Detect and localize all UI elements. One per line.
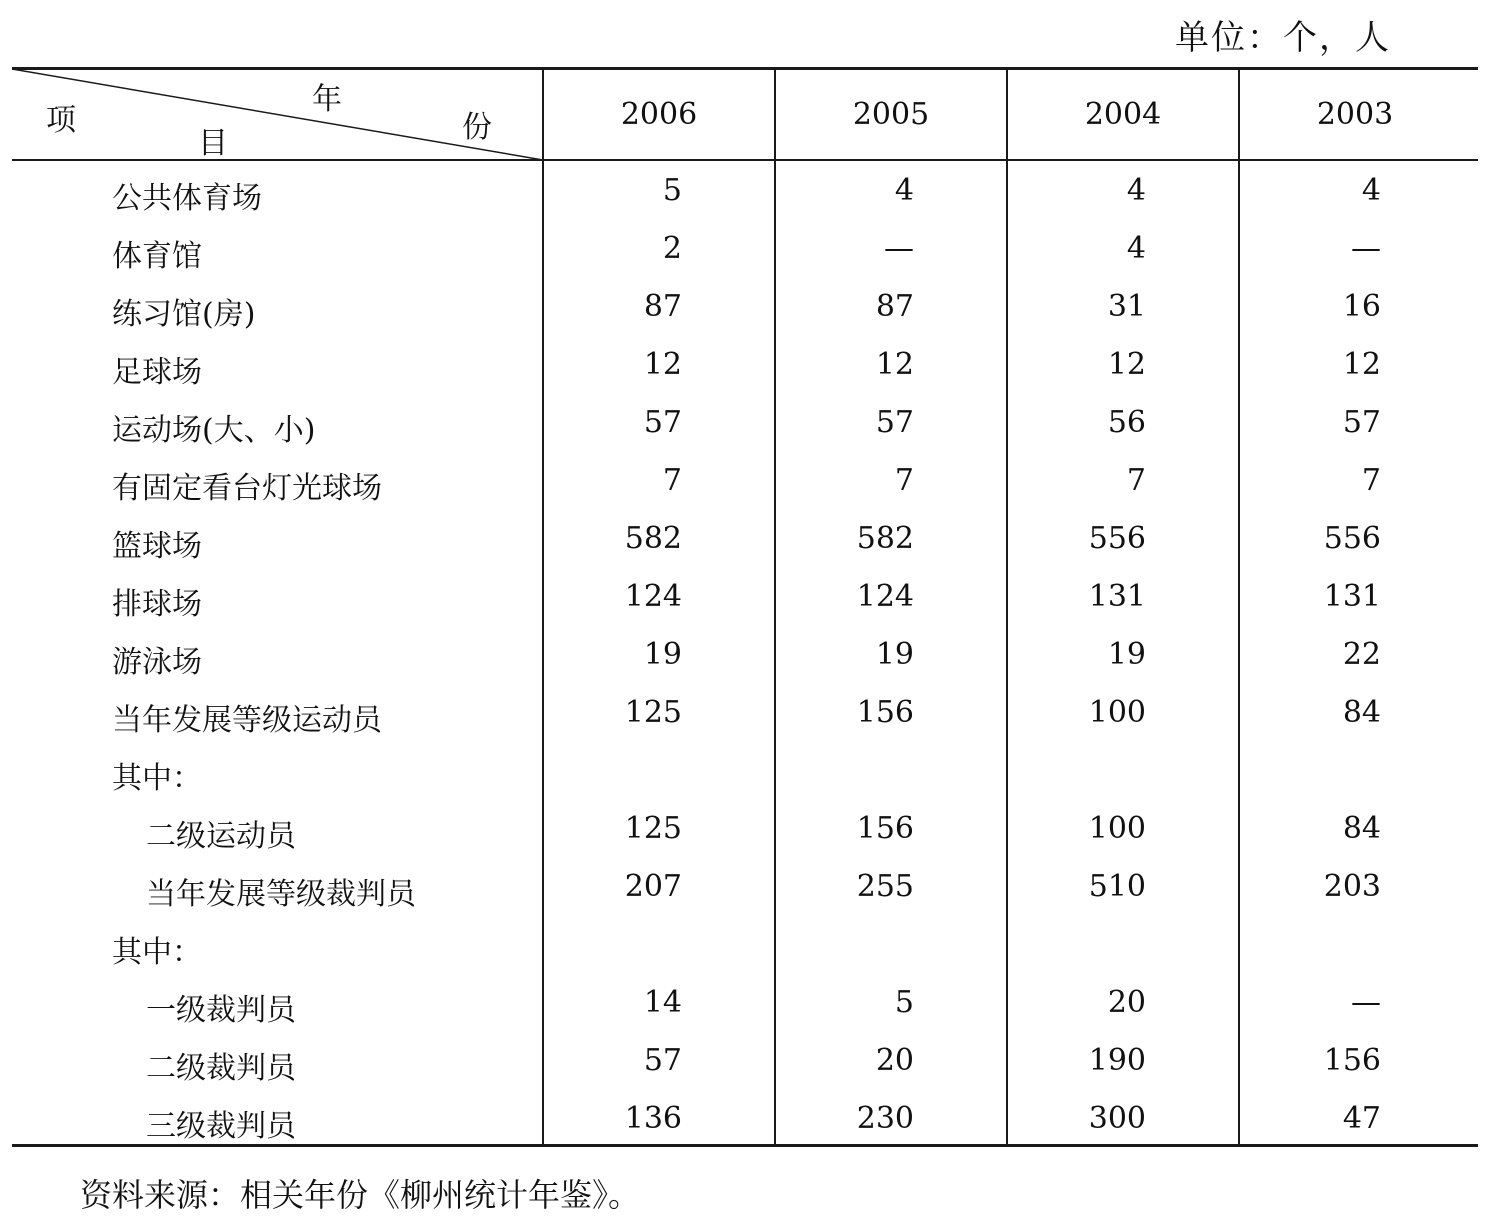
- cell-value: 20: [875, 1043, 914, 1078]
- row-label: 有固定看台灯光球场: [112, 471, 382, 506]
- header-nian: 年: [312, 82, 342, 117]
- table-row: [0, 163, 1485, 221]
- cell-value: 84: [1342, 695, 1381, 730]
- cell-value: 12: [1107, 347, 1146, 382]
- cell-value: 255: [856, 869, 914, 904]
- cell-value: 131: [1088, 579, 1146, 614]
- table-row: [0, 743, 1485, 801]
- cell-value: 2: [662, 231, 682, 266]
- cell-value: —: [884, 231, 914, 266]
- cell-value: 4: [894, 173, 914, 208]
- cell-value: 300: [1088, 1101, 1146, 1136]
- cell-value: 125: [624, 811, 682, 846]
- table-row: [0, 511, 1485, 569]
- table-row: [0, 975, 1485, 1033]
- cell-value: 12: [1342, 347, 1381, 382]
- cell-value: 87: [875, 289, 914, 324]
- cell-value: 203: [1323, 869, 1381, 904]
- table-row: [0, 569, 1485, 627]
- cell-value: 57: [643, 405, 682, 440]
- cell-value: 207: [624, 869, 682, 904]
- cell-value: 19: [1107, 637, 1146, 672]
- cell-value: 56: [1107, 405, 1146, 440]
- cell-value: 19: [643, 637, 682, 672]
- cell-value: 131: [1323, 579, 1381, 614]
- cell-value: 14: [643, 985, 682, 1020]
- cell-value: 4: [1126, 231, 1146, 266]
- cell-value: 156: [856, 811, 914, 846]
- cell-value: 57: [875, 405, 914, 440]
- header-xiang: 项: [46, 103, 76, 138]
- table-row: [0, 917, 1485, 975]
- cell-value: 19: [875, 637, 914, 672]
- cell-value: 7: [1126, 463, 1146, 498]
- cell-value: 84: [1342, 811, 1381, 846]
- row-label: 三级裁判员: [146, 1109, 296, 1144]
- cell-value: 12: [643, 347, 682, 382]
- cell-value: 556: [1323, 521, 1381, 556]
- cell-value: 12: [875, 347, 914, 382]
- cell-value: 582: [624, 521, 682, 556]
- year-header: 2005: [852, 97, 930, 132]
- cell-value: 7: [1361, 463, 1381, 498]
- row-label: 二级裁判员: [146, 1051, 296, 1086]
- header-mu: 目: [198, 126, 228, 161]
- table-row: [0, 337, 1485, 395]
- table-row: [0, 453, 1485, 511]
- cell-value: 4: [1361, 173, 1381, 208]
- cell-value: 7: [662, 463, 682, 498]
- table-row: [0, 801, 1485, 859]
- cell-value: 510: [1088, 869, 1146, 904]
- row-label: 当年发展等级裁判员: [146, 877, 416, 912]
- row-label: 二级运动员: [146, 819, 296, 854]
- cell-value: 7: [894, 463, 914, 498]
- cell-value: 124: [624, 579, 682, 614]
- cell-value: 100: [1088, 695, 1146, 730]
- table-row: [0, 279, 1485, 337]
- cell-value: 582: [856, 521, 914, 556]
- cell-value: 57: [643, 1043, 682, 1078]
- unit-label: 单位：个，人: [1175, 18, 1391, 58]
- cell-value: 190: [1088, 1043, 1146, 1078]
- header-fen: 份: [462, 110, 492, 145]
- cell-value: 100: [1088, 811, 1146, 846]
- cell-value: 125: [624, 695, 682, 730]
- table-row: [0, 859, 1485, 917]
- table-row: [0, 221, 1485, 279]
- table-row: [0, 685, 1485, 743]
- row-label: 体育馆: [112, 239, 202, 274]
- row-label: 练习馆(房): [112, 297, 256, 332]
- cell-value: 16: [1342, 289, 1381, 324]
- cell-value: 31: [1107, 289, 1146, 324]
- row-label: 足球场: [112, 355, 202, 390]
- row-label: 其中：: [112, 935, 202, 970]
- cell-value: 4: [1126, 173, 1146, 208]
- row-label: 当年发展等级运动员: [112, 703, 382, 738]
- row-label: 公共体育场: [112, 181, 262, 216]
- row-label: 排球场: [112, 587, 202, 622]
- row-label: 运动场(大、小): [112, 413, 316, 448]
- cell-value: 156: [856, 695, 914, 730]
- table-row: [0, 1033, 1485, 1091]
- cell-value: 136: [624, 1101, 682, 1136]
- cell-value: 230: [856, 1101, 914, 1136]
- cell-value: —: [1351, 231, 1381, 266]
- cell-value: 156: [1323, 1043, 1381, 1078]
- cell-value: 22: [1342, 637, 1381, 672]
- year-header: 2006: [620, 97, 698, 132]
- row-label: 其中：: [112, 761, 202, 796]
- row-label: 游泳场: [112, 645, 202, 680]
- table-row: [0, 1091, 1485, 1149]
- cell-value: 57: [1342, 405, 1381, 440]
- year-header: 2004: [1084, 97, 1162, 132]
- cell-value: 20: [1107, 985, 1146, 1020]
- table-row: [0, 395, 1485, 453]
- cell-value: 87: [643, 289, 682, 324]
- table-row: [0, 627, 1485, 685]
- source-note: 资料来源：相关年份《柳州统计年鉴》。: [80, 1176, 641, 1214]
- row-label: 一级裁判员: [146, 993, 296, 1028]
- row-label: 篮球场: [112, 529, 202, 564]
- cell-value: 556: [1088, 521, 1146, 556]
- cell-value: 5: [662, 173, 682, 208]
- cell-value: —: [1351, 985, 1381, 1020]
- cell-value: 5: [894, 985, 914, 1020]
- cell-value: 47: [1342, 1101, 1381, 1136]
- year-header: 2003: [1316, 97, 1394, 132]
- cell-value: 124: [856, 579, 914, 614]
